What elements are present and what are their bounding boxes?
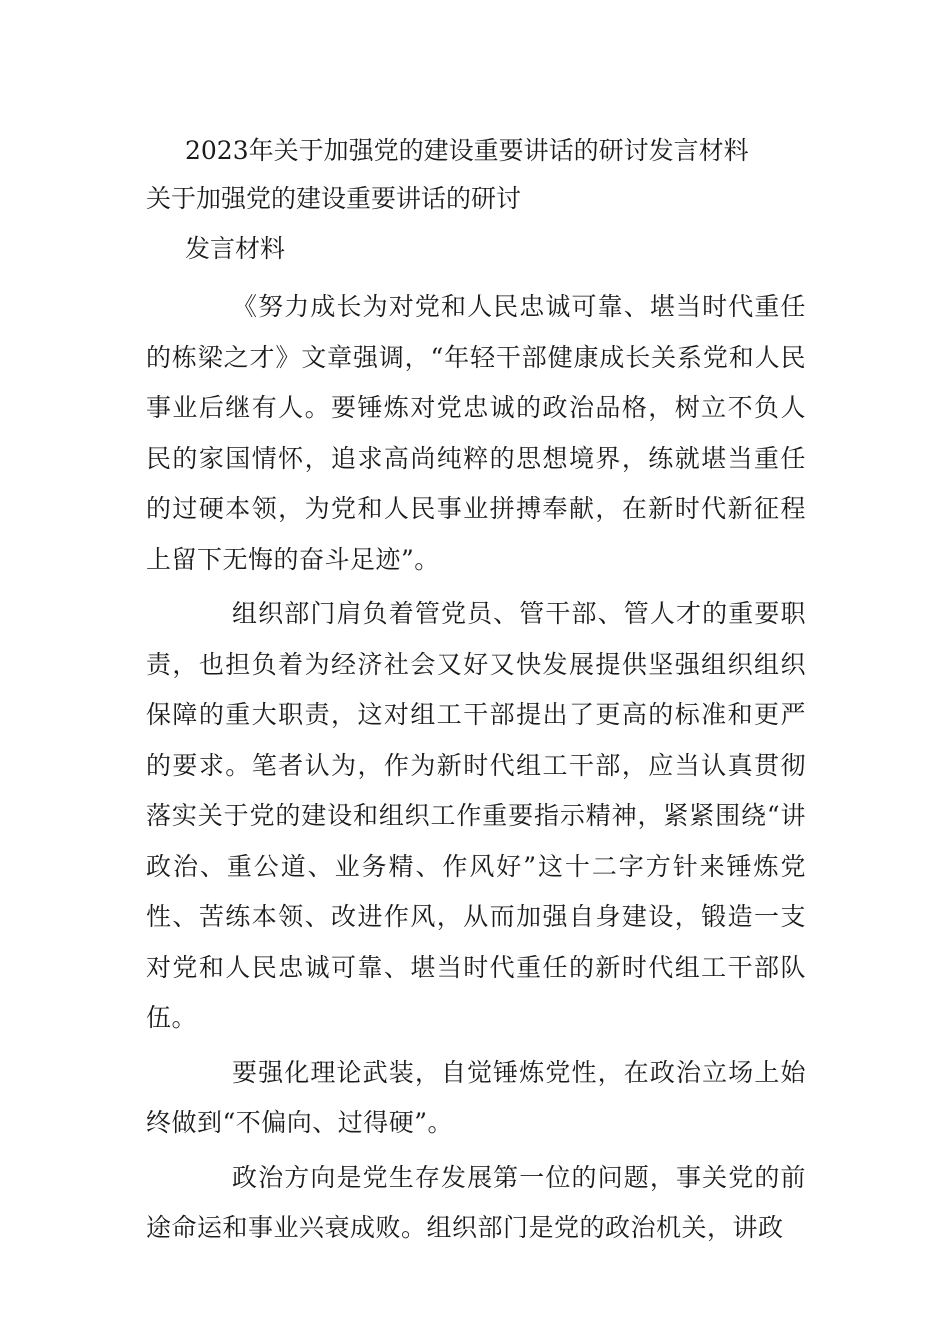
document-title: 2023年关于加强党的建设重要讲话的研讨发言材料 xyxy=(185,136,749,165)
paragraph: 要强化理论武装，自觉锤炼党性，在政治立场上始终做到“不偏向、过得硬”。 xyxy=(146,1057,806,1137)
document-body xyxy=(146,282,806,1258)
document-subtitle: 关于加强党的建设重要讲话的研讨 xyxy=(146,184,522,213)
paragraph: 政治方向是党生存发展第一位的问题，事关党的前途命运和事业兴衰成败。组织部门是党的政治机关，讲政 xyxy=(146,1162,806,1242)
paragraph: 组织部门肩负着管党员、管干部、管人才的重要职责，也担负着为经济社会又好又快发展提供坚强组织组织保障的重大职责，这对组工干部提出了更高的标准和更严的要求。笔者认为，作为新时代组工干部，应当认真贯彻落实关于党的建设和组织工作重要指示精神，紧紧围绕“讲政治、重公道、业务精、作风好”这十二字方针来锤炼党性、苦练本领、改进作风，从而加强自身建设，锻造一支对党和人民忠诚可靠、堪当时代重任的新时代组工干部队伍。 xyxy=(146,599,806,1032)
paragraph: 《努力成长为对党和人民忠诚可靠、堪当时代重任的栋梁之才》文章强调，“年轻干部健康成长关系党和人民事业后继有人。要锤炼对党忠诚的政治品格，树立不负人民的家国情怀，追求高尚纯粹的思想境界，练就堪当重任的过硬本领，为党和人民事业拼搏奉献，在新时代新征程上留下无悔的奋斗足迹”。 xyxy=(146,292,806,574)
document-subtitle-continued: 发言材料 xyxy=(185,234,286,263)
